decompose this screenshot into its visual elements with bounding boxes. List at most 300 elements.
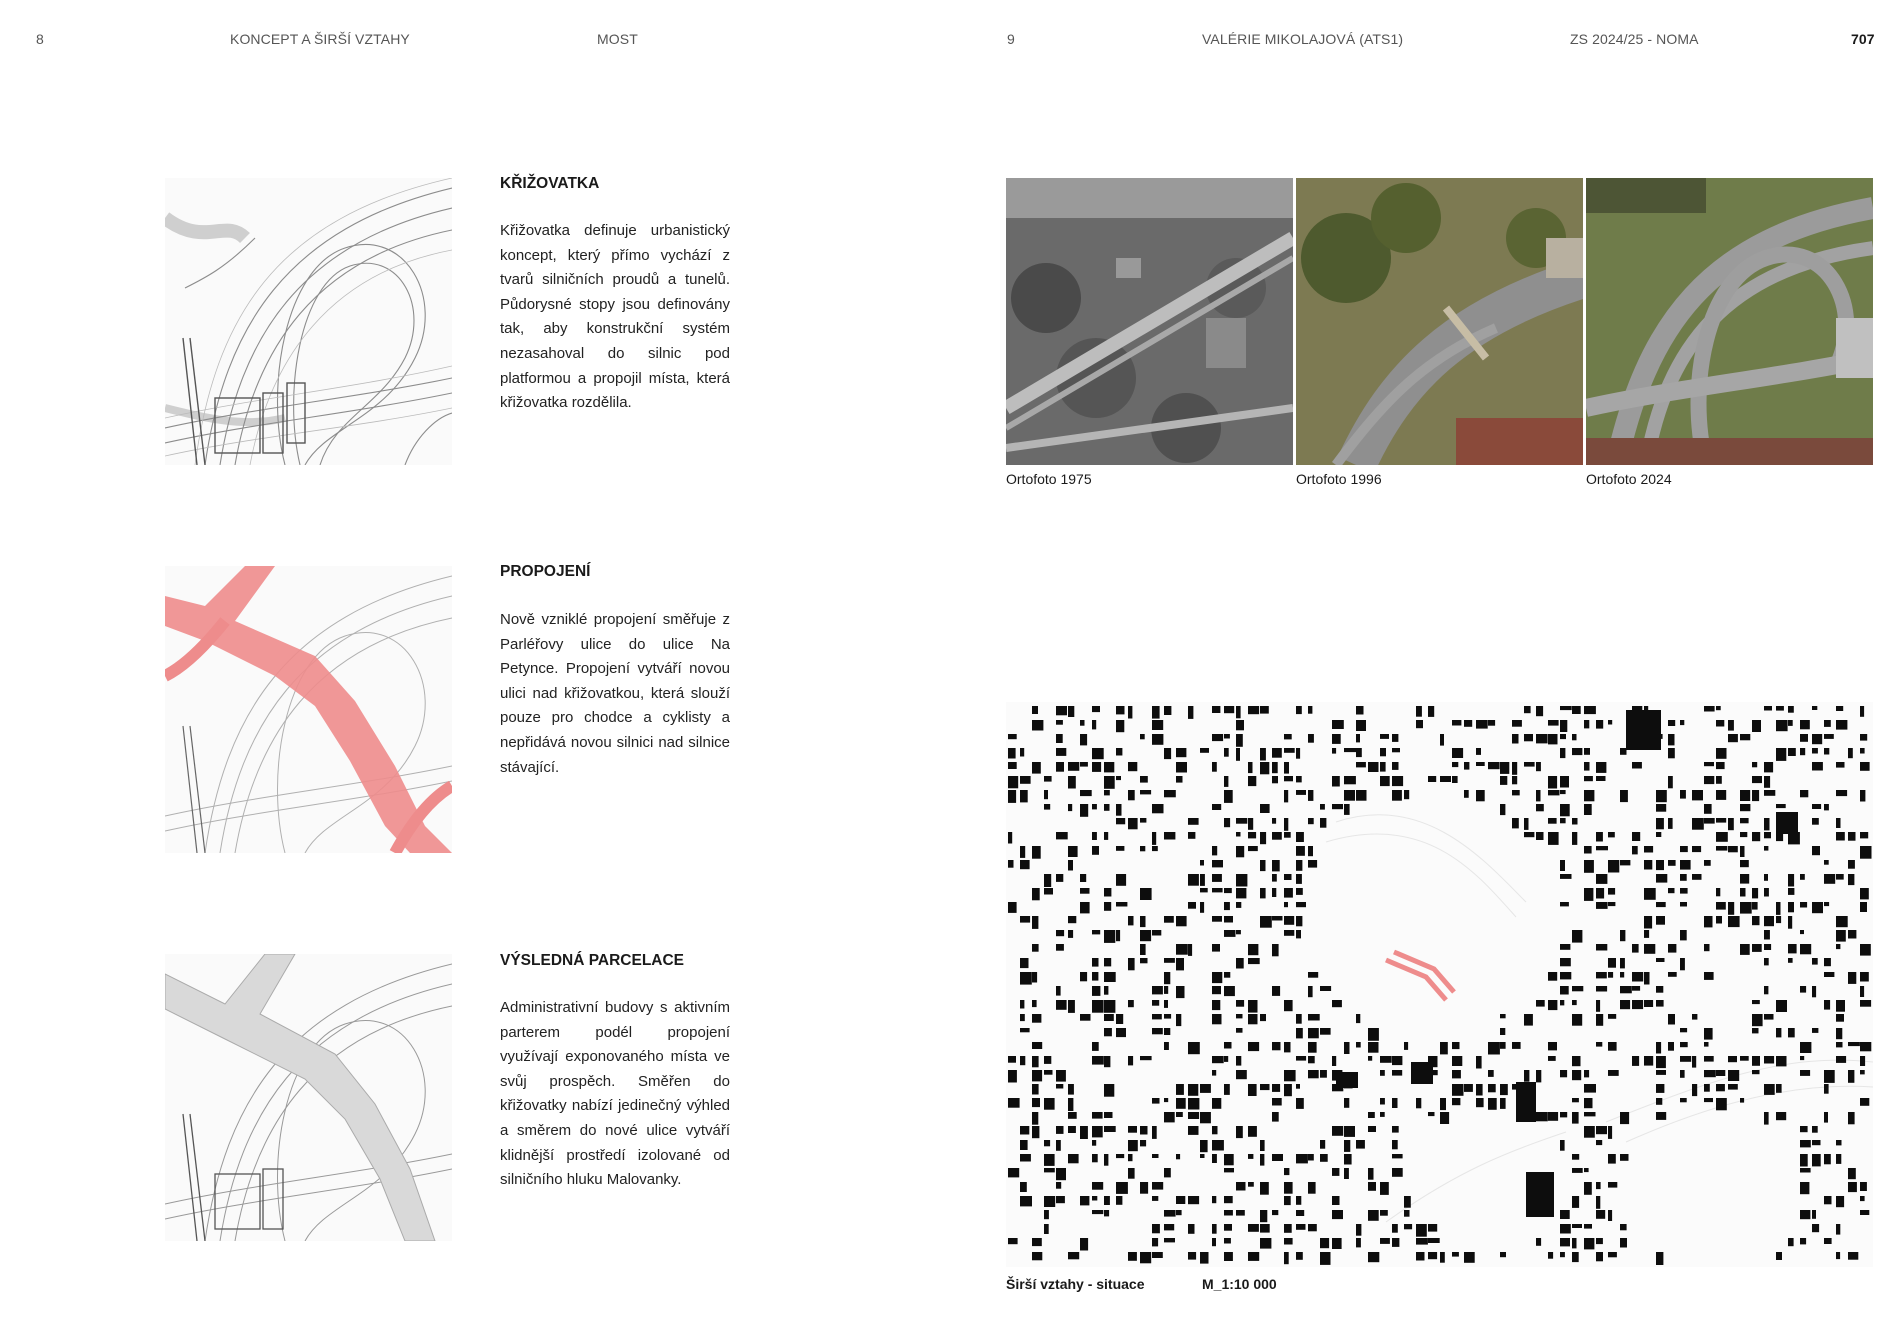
map-building: [1176, 748, 1186, 757]
map-building: [1740, 804, 1750, 811]
map-building: [1140, 846, 1145, 851]
map-building: [1248, 846, 1258, 851]
map-building: [1560, 804, 1570, 816]
map-building: [1152, 706, 1160, 719]
map-building: [1212, 734, 1223, 741]
map-building: [1824, 1154, 1831, 1164]
map-building: [1584, 1182, 1592, 1195]
map-building: [1584, 1126, 1595, 1138]
map-building: [1164, 1210, 1176, 1217]
map-building: [1272, 916, 1283, 921]
map-building: [1656, 958, 1665, 962]
map-building: [1548, 818, 1557, 824]
map-building: [1320, 1252, 1331, 1265]
map-building: [1800, 720, 1810, 729]
orthophoto-2024-caption: Ortofoto 2024: [1586, 471, 1672, 487]
map-building: [1116, 1014, 1123, 1024]
map-building: [1332, 748, 1336, 754]
map-building: [1752, 1014, 1763, 1026]
map-building: [1524, 1070, 1529, 1082]
map-building: [1140, 1140, 1146, 1146]
map-building: [1656, 1056, 1666, 1068]
map-building: [1020, 1196, 1032, 1206]
map-building: [1284, 888, 1293, 898]
map-building: [1224, 972, 1230, 978]
map-building: [1236, 1070, 1247, 1079]
map-building: [1272, 818, 1276, 824]
map-building: [1212, 1056, 1224, 1063]
map-building: [1080, 874, 1086, 882]
map-large-building: [1516, 1082, 1536, 1122]
map-building: [1092, 1126, 1103, 1137]
map-building: [1608, 1182, 1617, 1188]
map-building: [1164, 1112, 1175, 1122]
map-building: [1680, 1028, 1687, 1032]
map-building: [1284, 1042, 1291, 1052]
map-building: [1632, 986, 1640, 991]
map-building: [1308, 972, 1318, 978]
map-building: [1344, 804, 1350, 815]
map-building: [1128, 818, 1138, 829]
map-building: [1068, 1126, 1076, 1133]
map-building: [1068, 1000, 1075, 1013]
map-building: [1104, 1084, 1114, 1097]
map-building: [1500, 1252, 1506, 1257]
map-building: [1212, 1000, 1220, 1010]
map-building: [1008, 860, 1014, 868]
map-building: [1236, 1014, 1243, 1018]
map-building: [1764, 916, 1774, 926]
map-building: [1656, 1252, 1663, 1265]
map-building: [1800, 1238, 1806, 1244]
map-building: [1404, 1196, 1411, 1208]
map-building: [1308, 986, 1313, 997]
map-building: [1584, 720, 1589, 728]
map-building: [1584, 790, 1594, 801]
map-building: [1668, 734, 1675, 745]
map-building: [1560, 958, 1571, 966]
map-building: [1368, 1056, 1372, 1061]
map-building: [1776, 1056, 1787, 1066]
map-building: [1680, 930, 1687, 940]
map-building: [1716, 748, 1727, 759]
map-building: [1800, 1070, 1810, 1076]
map-building: [1224, 818, 1230, 827]
map-building: [1044, 1196, 1055, 1207]
map-building: [1788, 748, 1796, 756]
map-building: [1080, 734, 1087, 745]
map-building: [1764, 762, 1773, 772]
map-building: [1236, 748, 1240, 761]
map-building: [1140, 958, 1148, 963]
map-building: [1788, 706, 1794, 713]
map-building: [1248, 818, 1253, 830]
map-building: [1776, 1084, 1782, 1093]
map-building: [1764, 1056, 1774, 1064]
map-building: [1068, 846, 1078, 857]
map-building: [1224, 1084, 1230, 1095]
map-building: [1056, 748, 1066, 756]
map-building: [1764, 1112, 1769, 1125]
map-building: [1104, 804, 1110, 811]
map-building: [1224, 1238, 1231, 1244]
map-building: [1836, 818, 1841, 828]
map-building: [1464, 720, 1472, 727]
map-building: [1356, 720, 1366, 731]
map-building: [1104, 1154, 1108, 1166]
map-building: [1008, 1238, 1018, 1244]
map-building: [1092, 1112, 1103, 1119]
map-building: [1656, 804, 1666, 812]
map-building: [1656, 1098, 1662, 1105]
map-building: [1392, 1126, 1399, 1133]
map-building: [1596, 1238, 1603, 1244]
map-building: [1296, 832, 1304, 842]
map-building: [1044, 804, 1050, 810]
map-building: [1632, 762, 1642, 769]
map-building: [1668, 776, 1673, 788]
map-building: [1296, 1098, 1304, 1109]
map-building: [1032, 762, 1041, 774]
map-building: [1128, 1154, 1133, 1161]
map-building: [1224, 916, 1233, 923]
map-building: [1860, 1196, 1865, 1201]
map-building: [1476, 720, 1488, 729]
map-building: [1212, 986, 1221, 994]
map-building: [1140, 790, 1151, 794]
map-building: [1740, 944, 1750, 955]
map-building: [1668, 972, 1677, 977]
map-building: [1452, 762, 1458, 767]
map-building: [1260, 1238, 1271, 1249]
map-building: [1488, 1098, 1497, 1110]
map-building: [1320, 1154, 1328, 1162]
map-building: [1152, 846, 1158, 851]
map-building: [1596, 762, 1606, 773]
map-building: [1848, 1070, 1854, 1083]
map-building: [1212, 1238, 1216, 1246]
map-building: [1608, 1126, 1612, 1139]
map-building: [1236, 818, 1247, 824]
map-building: [1032, 944, 1039, 952]
map-building: [1188, 874, 1199, 886]
map-building: [1836, 874, 1844, 880]
map-building: [1716, 846, 1727, 851]
map-building: [1164, 1168, 1171, 1177]
map-building: [1044, 1224, 1049, 1234]
map-building: [1284, 1070, 1296, 1081]
map-building: [1428, 776, 1436, 782]
map-building: [1368, 1042, 1379, 1053]
map-building: [1332, 776, 1340, 787]
map-building: [1092, 762, 1101, 772]
map-building: [1500, 1098, 1506, 1109]
map-building: [1152, 720, 1163, 730]
map-building: [1752, 1028, 1759, 1033]
map-building: [1200, 748, 1209, 753]
map-building: [1116, 776, 1121, 780]
map-building: [1548, 972, 1557, 981]
map-building: [1368, 1252, 1379, 1262]
map-building: [1572, 1154, 1579, 1160]
orthophoto-1975-image: [1006, 178, 1293, 465]
map-building: [1212, 1070, 1216, 1076]
map-building: [1824, 902, 1829, 906]
map-building: [1584, 1112, 1596, 1116]
map-building: [1092, 930, 1100, 934]
map-building: [1020, 972, 1032, 985]
map-building: [1044, 1210, 1049, 1219]
map-building: [1344, 790, 1355, 801]
map-building: [1824, 1000, 1830, 1010]
orthophoto-1996: [1296, 178, 1583, 465]
map-building: [1404, 1042, 1408, 1050]
map-building: [1020, 1126, 1029, 1135]
map-building: [1824, 958, 1831, 966]
map-building: [1368, 1168, 1374, 1180]
map-building: [1392, 1098, 1398, 1108]
map-building: [1116, 902, 1127, 907]
map-building: [1596, 874, 1607, 884]
map-building: [1044, 1070, 1053, 1075]
map-building: [1860, 1000, 1871, 1007]
map-building: [1152, 1196, 1158, 1201]
map-building: [1248, 706, 1259, 714]
map-building: [1512, 762, 1517, 775]
map-building: [1836, 762, 1845, 768]
map-building: [1044, 1056, 1051, 1064]
map-building: [1284, 902, 1288, 907]
map-building: [1800, 1210, 1810, 1219]
map-building: [1224, 1196, 1233, 1203]
map-large-building: [1776, 812, 1798, 834]
map-building: [1488, 720, 1495, 726]
map-building: [1044, 790, 1048, 799]
map-building: [1380, 1070, 1385, 1076]
map-building: [1356, 1014, 1360, 1023]
map-building: [1176, 1084, 1184, 1095]
map-building: [1704, 706, 1715, 712]
map-building: [1008, 776, 1018, 788]
map-building: [1296, 860, 1302, 871]
map-building: [1704, 762, 1714, 766]
map-building: [1680, 888, 1688, 894]
map-building: [1716, 902, 1726, 910]
map-building: [1368, 1126, 1376, 1132]
map-building: [1296, 1224, 1306, 1230]
map-building: [1020, 860, 1030, 869]
map-building: [1176, 776, 1183, 783]
map-building: [1836, 1154, 1841, 1164]
map-building: [1596, 720, 1603, 729]
map-building: [1272, 1084, 1280, 1092]
map-building: [1572, 1224, 1582, 1228]
map-building: [1572, 1238, 1577, 1248]
map-building: [1224, 776, 1228, 787]
map-building: [1596, 846, 1608, 850]
map-building: [1200, 888, 1208, 892]
map-building: [1008, 1070, 1017, 1083]
map-building: [1044, 1098, 1055, 1110]
map-building: [1104, 1056, 1110, 1067]
map-building: [1152, 734, 1163, 745]
map-building: [1848, 1042, 1860, 1046]
map-building: [1296, 776, 1302, 782]
map-building: [1512, 790, 1520, 795]
map-building: [1776, 706, 1784, 711]
map-building: [1104, 888, 1111, 897]
map-building: [1860, 1070, 1865, 1074]
map-building: [1380, 1056, 1392, 1063]
map-building: [1344, 1126, 1355, 1137]
map-building: [1236, 832, 1241, 837]
map-building: [1560, 790, 1566, 794]
map-building: [1212, 1098, 1221, 1109]
map-building: [1812, 1140, 1821, 1145]
map-building: [1068, 1098, 1073, 1111]
orthophoto-1975: [1006, 178, 1293, 465]
map-building: [1140, 1126, 1148, 1135]
map-building: [1164, 790, 1176, 797]
map-building: [1836, 1042, 1843, 1047]
map-building: [1716, 790, 1726, 800]
map-building: [1032, 1112, 1038, 1125]
map-building: [1860, 762, 1870, 771]
map-building: [1656, 986, 1663, 993]
map-building: [1092, 804, 1097, 809]
section-title-intersection: KŘIŽOVATKA: [500, 175, 600, 192]
map-building: [1296, 1252, 1303, 1260]
map-building: [1596, 1196, 1600, 1209]
map-building: [1560, 860, 1565, 871]
map-building: [1632, 1056, 1639, 1066]
map-building: [1800, 1168, 1811, 1173]
map-building: [1548, 790, 1560, 795]
map-building: [1236, 902, 1241, 908]
map-building: [1008, 762, 1017, 769]
map-building: [1608, 1210, 1612, 1221]
map-building: [1728, 1056, 1737, 1062]
map-building: [1596, 972, 1607, 978]
map-building: [1272, 888, 1276, 897]
map-building: [1836, 1224, 1840, 1235]
map-building: [1620, 748, 1627, 755]
map-building: [1092, 1000, 1104, 1013]
map-building: [1044, 1140, 1050, 1146]
map-building: [1584, 762, 1590, 771]
map-building: [1392, 1224, 1398, 1233]
map-building: [1644, 860, 1652, 870]
map-building: [1296, 1196, 1301, 1205]
map-building: [1272, 1112, 1279, 1122]
map-building: [1728, 1070, 1739, 1081]
map-building: [1752, 776, 1762, 783]
map-building: [1188, 818, 1199, 825]
map-building: [1500, 1084, 1508, 1095]
map-building: [1176, 1154, 1180, 1159]
map-building: [1068, 776, 1076, 789]
map-building: [1596, 1252, 1603, 1261]
map-building: [1152, 1126, 1157, 1139]
map-building: [1524, 818, 1529, 830]
situation-map: [1006, 702, 1873, 1267]
map-building: [1776, 1252, 1782, 1260]
map-building: [1836, 1028, 1842, 1039]
left-section-title: KONCEPT A ŠIRŠÍ VZTAHY: [230, 31, 410, 47]
map-building: [1332, 1000, 1342, 1007]
map-building: [1080, 888, 1090, 894]
map-building: [1140, 1056, 1152, 1060]
map-building: [1764, 790, 1775, 796]
map-building: [1284, 748, 1295, 753]
map-building: [1632, 1000, 1643, 1009]
map-building: [1212, 846, 1217, 855]
map-building: [1812, 706, 1817, 710]
map-building: [1560, 748, 1565, 758]
map-building: [1644, 972, 1650, 985]
map-building: [1716, 916, 1722, 924]
map-building: [1260, 1182, 1269, 1195]
map-building: [1500, 804, 1505, 815]
map-building: [1128, 1056, 1133, 1065]
map-building: [1764, 930, 1770, 940]
map-building: [1176, 1210, 1182, 1215]
map-building: [1020, 1182, 1027, 1192]
map-building: [1776, 902, 1781, 915]
map-building: [1164, 958, 1175, 963]
map-building: [1644, 1000, 1653, 1007]
map-building: [1056, 832, 1068, 839]
map-building: [1320, 804, 1325, 810]
map-building: [1308, 1014, 1320, 1021]
map-building: [1284, 916, 1294, 925]
map-building: [1596, 832, 1603, 842]
map-building: [1800, 874, 1805, 880]
map-building: [1800, 1042, 1811, 1053]
map-building: [1092, 720, 1096, 729]
map-building: [1248, 1126, 1257, 1137]
map-building: [1284, 1224, 1292, 1233]
section-title-parcelation: VÝSLEDNÁ PARCELACE: [500, 952, 685, 969]
map-building: [1020, 790, 1028, 802]
map-building: [1284, 818, 1288, 831]
map-building: [1020, 846, 1025, 858]
map-building: [1656, 1112, 1666, 1120]
map-building: [1368, 1028, 1379, 1041]
map-building: [1836, 1000, 1845, 1012]
map-building: [1236, 734, 1243, 747]
map-building: [1572, 1196, 1579, 1208]
orthophoto-1996-caption: Ortofoto 1996: [1296, 471, 1382, 487]
map-building: [1752, 944, 1762, 952]
map-building: [1788, 916, 1792, 929]
map-building: [1200, 1140, 1208, 1152]
map-building: [1032, 1000, 1037, 1007]
map-building: [1176, 1196, 1185, 1204]
map-building: [1056, 944, 1064, 951]
map-building: [1572, 1056, 1581, 1066]
map-building: [1104, 972, 1116, 982]
map-building: [1200, 1154, 1205, 1158]
map-building: [1224, 888, 1232, 893]
map-building: [1560, 818, 1566, 823]
map-building: [1212, 1224, 1217, 1234]
map-building: [1392, 1238, 1399, 1247]
map-building: [1308, 1042, 1317, 1053]
map-building: [1224, 1210, 1233, 1216]
map-building: [1272, 1210, 1278, 1215]
map-building: [1644, 930, 1649, 938]
